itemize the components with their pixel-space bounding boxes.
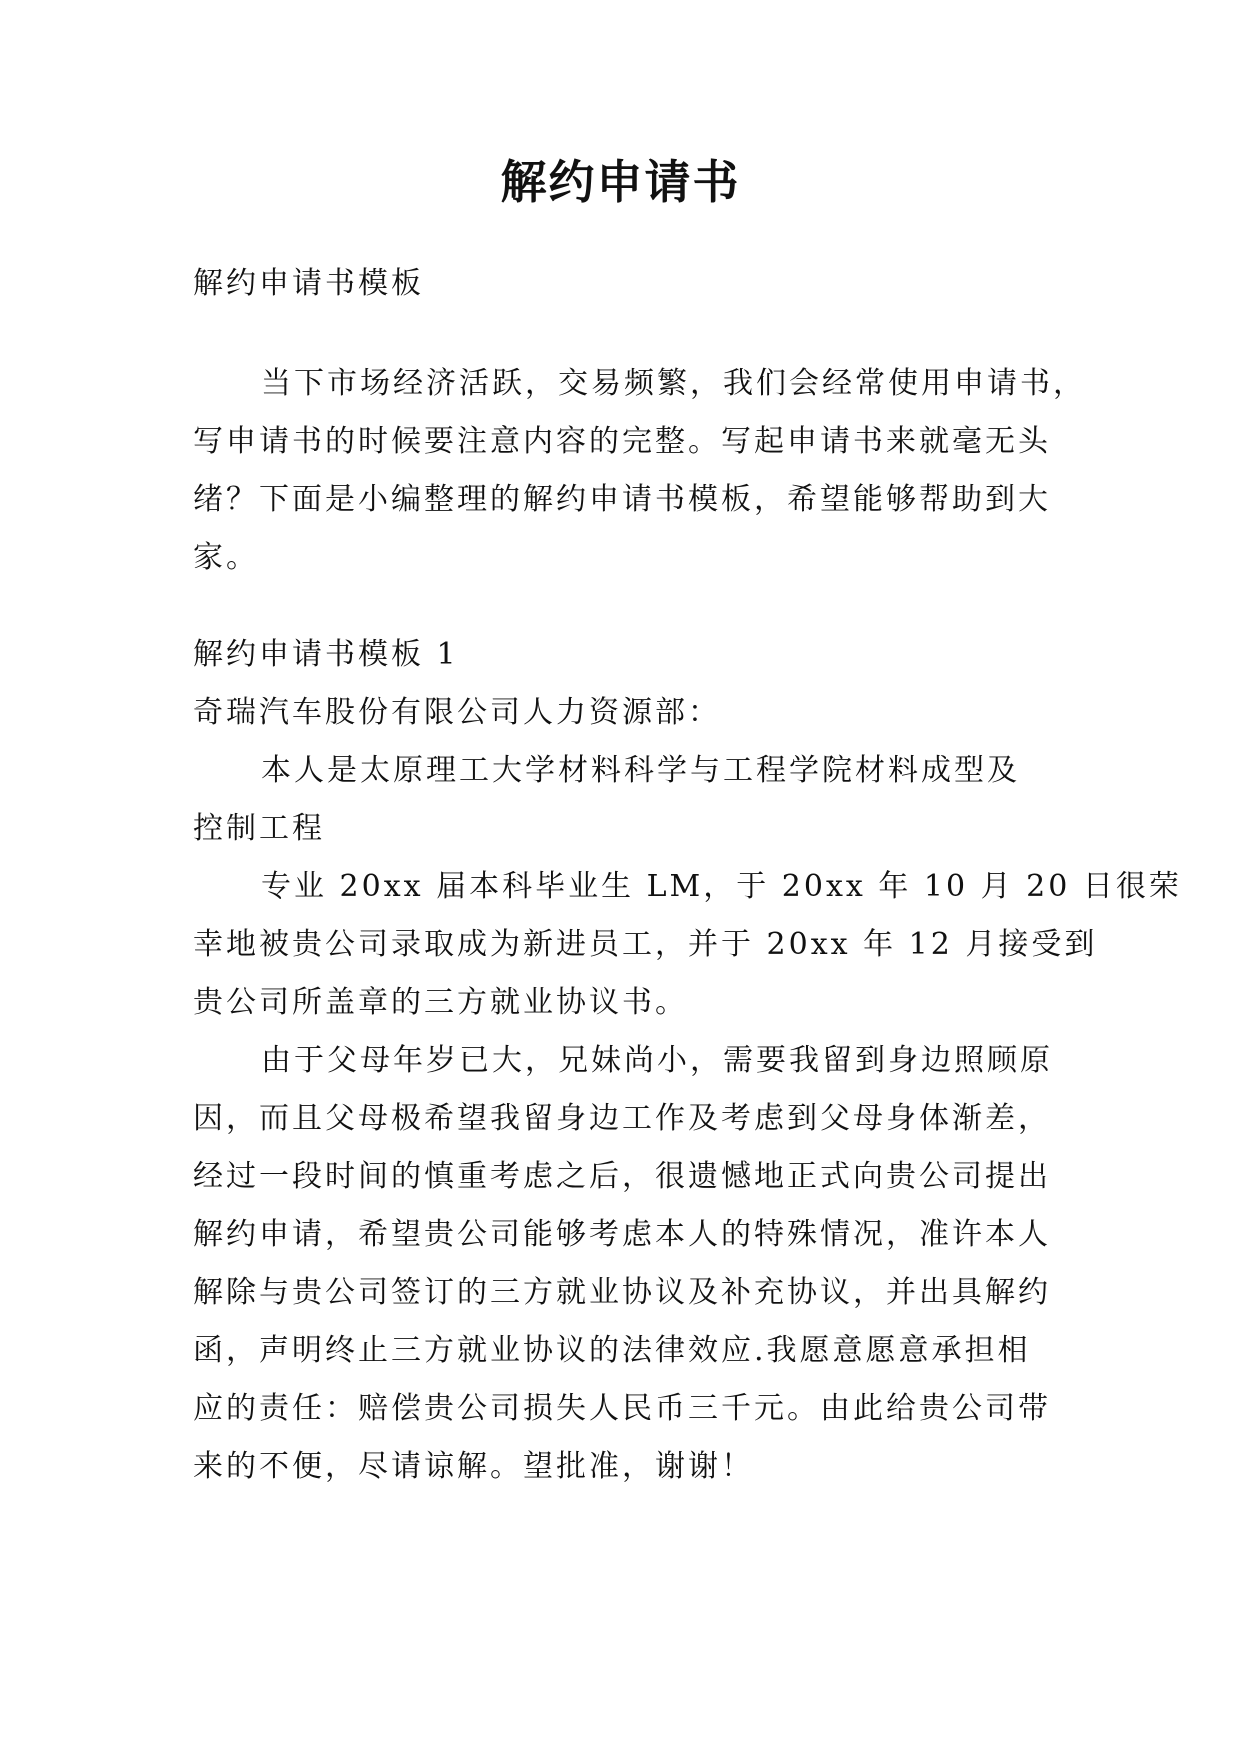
body-line: 幸地被贵公司录取成为新进员工，并于 20xx 年 12 月接受到: [193, 927, 1098, 962]
body-line: 解约申请，希望贵公司能够考虑本人的特殊情况，准许本人: [193, 1217, 1051, 1252]
body-line: 专业 20xx 届本科毕业生 LM，于 20xx 年 10 月 20 日很荣: [261, 869, 1182, 904]
body-line: 贵公司所盖章的三方就业协议书。: [193, 985, 688, 1020]
intro-line: 家。: [193, 540, 259, 575]
body-line: 因，而且父母极希望我留身边工作及考虑到父母身体渐差，: [193, 1101, 1051, 1136]
intro-line: 当下市场经济活跃，交易频繁，我们会经常使用申请书，: [261, 366, 1086, 401]
body-line: 本人是太原理工大学材料科学与工程学院材料成型及: [261, 753, 1020, 788]
body-line: 经过一段时间的慎重考虑之后，很遗憾地正式向贵公司提出: [193, 1159, 1051, 1194]
body-line: 应的责任：赔偿贵公司损失人民币三千元。由此给贵公司带: [193, 1391, 1051, 1426]
body-line: 函，声明终止三方就业协议的法律效应.我愿意愿意承担相: [193, 1333, 1031, 1368]
addressee-line: 奇瑞汽车股份有限公司人力资源部：: [193, 695, 721, 730]
body-line: 解除与贵公司签订的三方就业协议及补充协议，并出具解约: [193, 1275, 1051, 1310]
intro-line: 写申请书的时候要注意内容的完整。写起申请书来就毫无头: [193, 424, 1051, 459]
body-line: 控制工程: [193, 811, 325, 846]
body-line: 来的不便，尽请谅解。望批准，谢谢！: [193, 1449, 754, 1484]
section-heading: 解约申请书模板: [193, 266, 424, 301]
document-title: 解约申请书: [500, 155, 741, 209]
template-heading: 解约申请书模板 1: [193, 637, 459, 672]
body-line: 由于父母年岁已大，兄妹尚小，需要我留到身边照顾原: [261, 1043, 1053, 1078]
intro-line: 绪？下面是小编整理的解约申请书模板，希望能够帮助到大: [193, 482, 1051, 517]
